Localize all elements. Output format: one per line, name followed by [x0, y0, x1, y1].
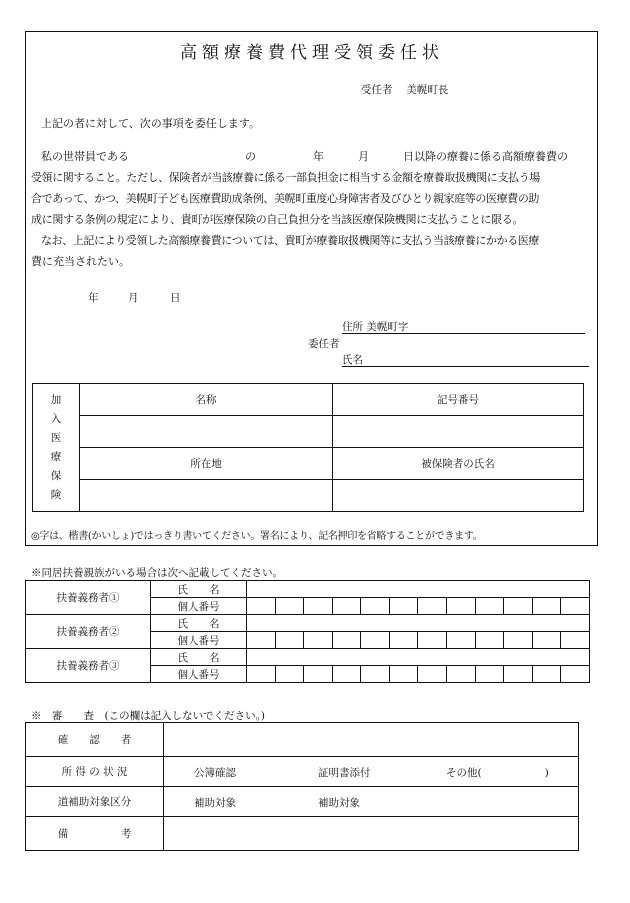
d1-cell[interactable]	[561, 598, 590, 615]
subsidy-opt-2[interactable]: 補助対象	[318, 797, 360, 809]
review-remarks-input[interactable]	[164, 817, 579, 851]
dependent-2-label: 扶養義務者②	[26, 615, 151, 649]
dependent-1-label: 扶養義務者①	[26, 581, 151, 615]
d1-cell[interactable]	[447, 598, 476, 615]
d1-cell[interactable]	[275, 598, 304, 615]
insurance-side-label: 加 入 医 療 保 険	[33, 384, 80, 512]
para1-year: 年	[313, 150, 324, 163]
review-income-label: 所 得 の 状 況	[26, 757, 164, 787]
d2-cell[interactable]	[389, 632, 418, 649]
review-table	[25, 722, 579, 851]
date-month: 月	[128, 292, 139, 304]
review-remarks-label: 備 考	[26, 817, 164, 851]
d1-cell[interactable]	[475, 598, 504, 615]
review-heading: ※ 審 査 (この欄は記入しないでください。)	[31, 710, 265, 722]
ins-location-input[interactable]	[80, 480, 333, 512]
dependent-1-name-input[interactable]	[247, 581, 590, 598]
d3-cell[interactable]	[247, 666, 276, 683]
income-opt-certificate[interactable]: 証明書添付	[318, 767, 371, 779]
dependent-2-name-input[interactable]	[247, 615, 590, 632]
income-opt-public-record[interactable]: 公簿確認	[194, 767, 236, 779]
para1-no: の	[245, 150, 256, 163]
dependent-3-label: 扶養義務者③	[26, 649, 151, 683]
para1-line4: 成に関する条例の規定により、貴町が医療保険の自己負担分を当該医療保険機関に支払うことに限る。	[31, 213, 524, 226]
d2-cell[interactable]	[418, 632, 447, 649]
d3-cell[interactable]	[418, 666, 447, 683]
name-label: 氏名	[342, 354, 363, 366]
para1-line3: 合であって、かつ、美幌町子ども医療費助成条例、美幌町重度心身障害者及びひとり親家庭等の医療費の助	[31, 192, 540, 205]
dependent-1-id-label: 個人番号	[151, 598, 247, 615]
d2-cell[interactable]	[504, 632, 533, 649]
ins-name-input[interactable]	[80, 416, 333, 448]
review-confirmer-input[interactable]	[164, 723, 579, 757]
d2-cell[interactable]	[561, 632, 590, 649]
ins-number-header: 記号番号	[333, 384, 584, 416]
d1-cell[interactable]	[361, 598, 390, 615]
dependent-3-name-label: 氏 名	[151, 649, 247, 666]
date-day: 日	[170, 292, 181, 304]
dependent-3-id-label: 個人番号	[151, 666, 247, 683]
para1-rest: 日以降の療養に係る高額療養費の	[403, 150, 568, 163]
d1-cell[interactable]	[247, 598, 276, 615]
d1-cell[interactable]	[504, 598, 533, 615]
dependent-2-name-label: 氏 名	[151, 615, 247, 632]
ins-location-header: 所在地	[80, 448, 333, 480]
dependents-heading: ※同居扶養親族がいる場合は次へ記載してください。	[31, 567, 283, 579]
d3-cell[interactable]	[275, 666, 304, 683]
form-title: 高額療養費代理受領委任状	[180, 43, 444, 63]
ins-number-input[interactable]	[333, 416, 584, 448]
d3-cell[interactable]	[475, 666, 504, 683]
ins-insured-header: 被保険者の氏名	[333, 448, 584, 480]
address-field[interactable]	[342, 319, 585, 334]
review-subsidy-options	[164, 787, 579, 817]
review-confirmer-label: 確 認 者	[26, 723, 164, 757]
d1-cell[interactable]	[418, 598, 447, 615]
d2-cell[interactable]	[475, 632, 504, 649]
para1-month: 月	[358, 150, 369, 163]
review-subsidy-label: 道補助対象区分	[26, 787, 164, 817]
dependent-3-name-input[interactable]	[247, 649, 590, 666]
d2-cell[interactable]	[361, 632, 390, 649]
ins-name-header: 名称	[80, 384, 333, 416]
para1-line2: 受領に関すること。ただし、保険者が当該療養に係る一部負担金に相当する金額を療養取扱機関に支払う場	[31, 171, 540, 184]
d3-cell[interactable]	[504, 666, 533, 683]
para1-a: 私の世帯員である	[41, 150, 129, 163]
insurance-table	[32, 383, 584, 512]
d1-cell[interactable]	[532, 598, 561, 615]
d3-cell[interactable]	[332, 666, 361, 683]
d3-cell[interactable]	[532, 666, 561, 683]
d2-cell[interactable]	[447, 632, 476, 649]
d2-cell[interactable]	[332, 632, 361, 649]
delegate-line: 受任者 美幌町長	[361, 84, 449, 96]
dependents-table	[25, 580, 590, 683]
name-field[interactable]	[342, 352, 589, 367]
subsidy-opt-1[interactable]: 補助対象	[194, 797, 236, 809]
dependent-1-name-label: 氏 名	[151, 581, 247, 598]
review-income-options	[164, 757, 579, 787]
d2-cell[interactable]	[247, 632, 276, 649]
d3-cell[interactable]	[447, 666, 476, 683]
d3-cell[interactable]	[304, 666, 333, 683]
para2-line2: 費に充当されたい。	[31, 255, 130, 268]
dependent-2-id-label: 個人番号	[151, 632, 247, 649]
d3-cell[interactable]	[361, 666, 390, 683]
d1-cell[interactable]	[389, 598, 418, 615]
delegator-label: 委任者	[308, 338, 340, 350]
d2-cell[interactable]	[532, 632, 561, 649]
ins-insured-input[interactable]	[333, 480, 584, 512]
d3-cell[interactable]	[389, 666, 418, 683]
para2-line1: なお、上記により受領した高額療養費については、貴町が療養取扱機関等に支払う当該療養にかかる医療	[41, 234, 539, 247]
d3-cell[interactable]	[561, 666, 590, 683]
intro-text: 上記の者に対して、次の事項を委任します。	[41, 117, 260, 130]
date-year: 年	[88, 292, 99, 304]
address-label: 住所 美幌町字	[342, 321, 409, 333]
income-opt-other[interactable]: その他( )	[446, 767, 549, 779]
d1-cell[interactable]	[332, 598, 361, 615]
note-text: ◎字は、楷書(かいしょ)ではっきり書いてください。署名により、記名押印を省略することができます。	[31, 531, 483, 542]
d2-cell[interactable]	[304, 632, 333, 649]
d2-cell[interactable]	[275, 632, 304, 649]
d1-cell[interactable]	[304, 598, 333, 615]
